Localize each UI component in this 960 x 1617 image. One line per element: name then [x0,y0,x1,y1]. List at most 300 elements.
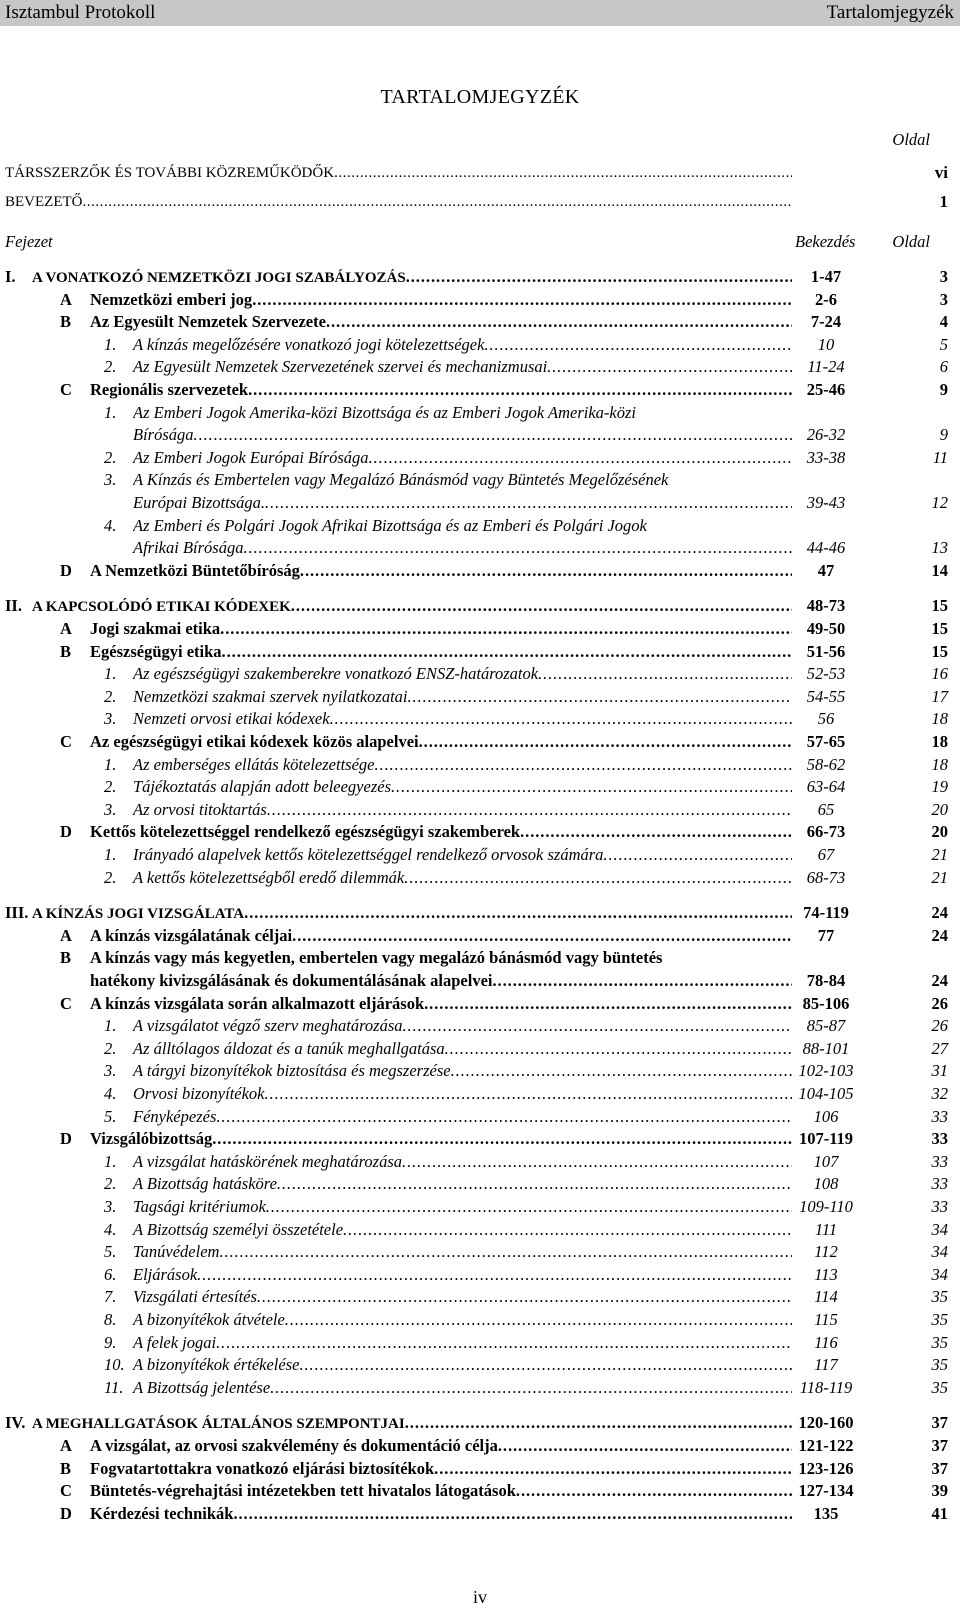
front-matter-item [5,165,792,182]
toc-entry-label: A bizonyítékok átvétele [133,1310,285,1329]
toc-entry-paragraphs: 63-64 [806,777,846,797]
toc-entry-number: 1. [104,1151,117,1171]
leader-dots [267,800,792,820]
toc-entry-label-row [133,516,792,536]
toc-entry-label-row [133,470,792,490]
leader-dots [516,1481,792,1501]
toc-entry-paragraphs: 104-105 [798,1084,854,1103]
toc-entry-label-row [133,800,792,820]
toc-entry-label: Büntetés-végrehajtási intézetekben tett hivatalos látogatások [90,1481,516,1501]
leader-dots [343,1220,792,1240]
leader-dots [493,971,793,991]
toc-entry-page: 37 [931,1413,948,1433]
leader-dots [547,357,792,377]
toc-entry-number: A [60,619,72,638]
toc-entry-label-row [133,709,792,729]
leader-dots [233,1504,792,1524]
toc-entry-label-row [133,1107,792,1127]
leader-dots [498,1436,792,1456]
toc-entry-label-row [133,538,792,558]
leader-dots [270,1378,792,1398]
toc-entry-number: 1. [104,664,117,684]
toc-entry-page: 24 [931,903,948,923]
leader-dots [285,1310,792,1330]
toc-entry-label: Irányadó alapelvek kettős kötelezettséggel rendelkező orvosok számára [133,845,604,864]
toc-entry-label: A kínzás vizsgálata során alkalmazott eljárások [90,993,425,1013]
toc-entry-number: 1. [104,754,117,774]
toc-entry-paragraphs: 51-56 [806,641,846,661]
leader-dots [197,1265,792,1285]
toc-entry-label-row [133,1333,792,1353]
toc-entry-label-row [90,1481,792,1501]
toc-entry-number: D [60,822,72,842]
toc-entry-page: 39 [931,1481,948,1501]
toc-entry-label-row [133,868,792,888]
toc-entry-label: Az Emberi Jogok Amerika-közi Bizottsága és az Emberi Jogok Amerika-közi [133,402,637,422]
leader-dots [434,1459,792,1479]
toc-entry-paragraphs: 127-134 [798,1481,854,1501]
toc-entry-page: 9 [939,380,948,399]
toc-entry-page: 15 [931,619,948,638]
toc-entry-page: 21 [931,845,948,864]
leader-dots [603,845,792,865]
toc-entry-number: D [60,1503,72,1523]
toc-entry-page: 15 [931,641,948,661]
toc-entry-paragraphs: 113 [814,1264,838,1284]
toc-entry-label-row [133,357,792,377]
toc-entry-paragraphs: 10 [817,334,835,354]
page-title: TARTALOMJEGYZÉK [380,86,580,108]
toc-entry-page: 17 [931,686,948,706]
toc-entry-number: 1. [104,845,117,864]
leader-dots [406,267,792,287]
toc-entry-number: 2. [104,1174,117,1194]
toc-entry-paragraphs: 112 [814,1242,838,1262]
toc-entry-label-row [90,1436,792,1456]
toc-entry-label-row [32,267,792,287]
toc-entry-page: 35 [931,1332,948,1352]
toc-entry-label: Kérdezési technikák [90,1503,234,1523]
toc-entry-paragraphs: 33-38 [806,447,846,467]
leader-dots [538,664,792,684]
toc-entry-page: 41 [931,1503,948,1523]
leader-dots [326,312,792,332]
leader-dots [520,822,792,842]
toc-entry-label-row [133,1287,792,1307]
toc-entry-paragraphs: 120-160 [798,1413,854,1433]
toc-entry-page: 35 [931,1287,948,1307]
toc-entry-page: 34 [931,1264,948,1284]
toc-entry-page: 33 [931,1129,948,1149]
toc-entry-label-continued: Európai Bizottsága. [133,493,266,512]
toc-entry-page: 33 [931,1174,948,1194]
toc-entry-number: B [60,312,72,332]
column-header-paragraph: Bekezdés [795,232,856,251]
toc-entry-label-row [90,642,792,662]
toc-entry-paragraphs: 2-6 [815,289,837,309]
leader-dots [212,1129,792,1149]
leader-dots [266,1197,792,1217]
toc-entry-label-row [133,664,792,684]
toc-entry-number: 11. [104,1377,124,1397]
toc-entry-page: 27 [931,1038,948,1058]
toc-entry-page: 21 [931,867,948,887]
toc-entry-number: III. [5,903,29,923]
toc-entry-label: A Nemzetközi Büntetőbíróság [90,560,300,580]
toc-entry-paragraphs: 77 [817,925,835,945]
leader-dots [216,1333,792,1353]
toc-entry-page: 19 [931,777,948,797]
toc-entry-page: 37 [931,1436,948,1455]
toc-entry-number: C [60,1481,72,1501]
leader-dots [299,1355,792,1375]
toc-entry-page: 35 [931,1355,948,1375]
toc-entry-page: 35 [931,1377,948,1397]
toc-entry-label-row [133,335,792,355]
toc-entry-label-row [90,290,792,310]
toc-entry-number: 5. [104,1242,117,1262]
toc-entry-number: 2. [104,867,117,887]
toc-entry-page: 20 [931,799,948,819]
toc-entry-number: 8. [104,1310,117,1329]
toc-entry-label: Tájékoztatás alapján adott beleegyezés [133,777,391,797]
toc-entry-label: Az Egyesült Nemzetek Szervezetének szervei és mechanizmusai [133,357,548,377]
toc-entry-page: 12 [931,493,948,512]
toc-entry-label-row [90,994,792,1014]
toc-entry-page: 4 [939,312,948,332]
front-matter-page: vi [934,163,948,182]
leader-dots [257,1287,792,1307]
toc-entry-label-row [32,903,792,923]
toc-entry-paragraphs: 123-126 [798,1458,854,1478]
toc-entry-paragraphs: 58-62 [806,754,846,774]
toc-entry-number: 3. [104,1061,117,1081]
toc-entry-paragraphs: 47 [817,560,835,580]
toc-entry-label: Egészségügyi etika [90,641,222,661]
toc-entry-paragraphs: 117 [814,1355,838,1375]
leader-dots [405,1413,792,1433]
leader-dots [82,194,792,211]
toc-entry-page: 15 [931,596,948,616]
toc-entry-page: 34 [931,1242,948,1262]
toc-entry-label-row [133,1152,792,1172]
leader-dots [334,165,792,182]
toc-entry-number: I. [5,267,16,286]
toc-entry-number: 5. [104,1106,117,1126]
toc-entry-label: Vizsgálati értesítés [133,1287,257,1307]
toc-entry-page: 33 [931,1197,948,1216]
toc-entry-label: A KAPCSOLÓDÓ ETIKAI KÓDEXEK [32,599,291,616]
toc-entry-label: A KÍNZÁS JOGI VIZSGÁLATA [32,906,245,923]
toc-entry-label: Tagsági kritériumok [133,1197,266,1216]
toc-entry-label-row [133,687,792,707]
leader-dots [403,1016,793,1036]
toc-entry-label: Kettős kötelezettséggel rendelkező egészségügyi szakemberek [90,822,521,842]
toc-entry-label: A MEGHALLGATÁSOK ÁLTALÁNOS SZEMPONTJAI [32,1416,405,1433]
toc-entry-label-row [133,448,792,468]
toc-entry-label: Az Egyesült Nemzetek Szervezete [90,312,326,332]
toc-entry-label: Jogi szakmai etika [90,619,221,638]
toc-entry-paragraphs: 26-32 [806,425,846,445]
toc-entry-label-continued: hatékony kivizsgálásának és dokumentálásának alapelvei [90,971,493,990]
toc-entry-paragraphs: 78-84 [806,971,846,990]
toc-entry-label-row [90,619,792,639]
toc-entry-paragraphs: 66-73 [806,822,846,842]
toc-entry-number: 3. [104,799,117,819]
leader-dots [292,926,792,946]
leader-dots [216,1107,792,1127]
toc-entry-paragraphs: 116 [814,1332,838,1352]
toc-entry-label-row [90,926,792,946]
leader-dots [419,732,792,752]
toc-entry-label-row [133,493,792,513]
toc-entry-number: 7. [104,1287,117,1307]
toc-entry-label: Az Emberi és Polgári Jogok Afrikai Bizottsága és az Emberi és Polgári Jogok [133,515,647,535]
toc-entry-page: 11 [932,447,948,467]
toc-entry-number: 4. [104,1084,117,1103]
toc-entry-number: B [60,1458,72,1478]
toc-entry-page: 20 [931,822,948,842]
leader-dots [374,755,792,775]
leader-dots [391,777,792,797]
toc-entry-page: 26 [931,1016,948,1036]
toc-entry-paragraphs: 39-43 [806,493,846,512]
toc-entry-label-row [133,1016,792,1036]
leader-dots [219,1242,792,1262]
toc-entry-label-row [32,596,792,616]
leader-dots [194,425,792,445]
toc-entry-label: A kettős kötelezettségből eredő dilemmák [133,867,405,887]
toc-entry-label-continued: Bírósága [133,425,194,445]
toc-entry-label-row [133,755,792,775]
toc-entry-paragraphs: 65 [817,799,835,819]
toc-entry-number: 1. [104,334,117,354]
toc-entry-number: A [60,925,72,945]
toc-entry-page: 13 [931,538,948,558]
leader-dots [248,380,792,400]
column-header-chapter: Fejezet [5,232,53,251]
toc-entry-label: A Bizottság jelentése [133,1377,271,1397]
toc-entry-number: 3. [104,470,117,490]
front-matter-item [5,194,792,211]
leader-dots [222,642,792,662]
toc-entry-number: B [60,641,72,661]
toc-entry-paragraphs: 68-73 [806,867,846,887]
toc-entry-paragraphs: 67 [817,845,835,864]
toc-entry-label: Az orvosi titoktartás [133,799,267,819]
front-matter-page: 1 [939,192,948,211]
toc-entry-number: A [60,289,72,309]
toc-entry-label: Az egészségügyi etikai kódexek közös alapelvei [90,732,419,751]
toc-entry-label-row [90,380,792,400]
toc-entry-label-row [90,1504,792,1524]
toc-entry-label-row [133,1084,792,1104]
toc-entry-number: C [60,380,72,399]
leader-dots [265,493,792,513]
toc-entry-page: 6 [939,357,948,377]
toc-entry-label: Nemzeti orvosi etikai kódexek [133,709,330,729]
toc-entry-label-row [90,971,792,991]
leader-dots [265,1084,792,1104]
toc-entry-page: 18 [931,732,948,751]
toc-entry-number: II. [5,596,22,616]
toc-entry-label: Fényképezés [133,1106,217,1126]
toc-entry-page: 3 [939,267,948,286]
toc-entry-label-row [133,1378,792,1398]
toc-entry-paragraphs: 107-119 [798,1129,854,1149]
toc-entry-label: A vizsgálat hatáskörének meghatározása [133,1151,403,1171]
leader-dots [424,994,792,1014]
toc-entry-paragraphs: 108 [813,1174,839,1194]
column-header-page: Oldal [892,232,930,251]
toc-entry-label: Vizsgálóbizottság [90,1129,213,1149]
toc-entry-label-row [133,1242,792,1262]
toc-entry-label: Regionális szervezetek [90,380,249,399]
leader-dots [330,709,792,729]
toc-entry-paragraphs: 1-47 [810,267,842,286]
toc-entry-paragraphs: 11-24 [807,357,845,377]
leader-dots [220,619,792,639]
toc-entry-label-row [133,1039,792,1059]
toc-entry-paragraphs: 88-101 [802,1038,850,1058]
toc-entry-label-row [32,1413,792,1433]
leader-dots [244,903,792,923]
toc-entry-paragraphs: 25-46 [806,380,846,399]
toc-entry-number: 2. [104,1038,117,1058]
toc-entry-page: 18 [931,709,948,729]
leader-dots [451,1061,792,1081]
toc-entry-label: A kínzás vizsgálatának céljai [90,925,293,945]
toc-entry-paragraphs: 114 [814,1287,838,1307]
leader-dots [369,448,792,468]
toc-entry-paragraphs: 44-46 [806,538,846,558]
toc-entry-label: Az álltólagos áldozat és a tanúk meghallgatása [133,1038,445,1058]
toc-entry-paragraphs: 109-110 [799,1197,853,1216]
toc-entry-label: Az emberséges ellátás kötelezettsége [133,754,375,774]
toc-entry-label: A kínzás vagy más kegyetlen, embertelen vagy megalázó bánásmód vagy büntetés [90,948,663,968]
toc-entry-number: D [60,1129,72,1149]
toc-entry-page: 5 [939,334,948,354]
front-matter-label: TÁRSSZERZŐK ÉS TOVÁBBI KÖZREMŰKÖDŐK [5,165,335,181]
toc-entry-label: Nemzetközi szakmai szervek nyilatkozatai [133,686,408,706]
page-number: iv [472,1587,487,1607]
toc-entry-number: D [60,560,72,580]
toc-entry-number: 2. [104,357,117,377]
leader-dots [484,335,792,355]
toc-entry-label-row [90,822,792,842]
toc-entry-paragraphs: 115 [814,1310,838,1329]
toc-entry-page: 37 [931,1458,948,1478]
toc-entry-label: Eljárások [133,1264,198,1284]
toc-entry-label-row [90,732,792,752]
toc-entry-label: A Bizottság személyi összetétele [133,1219,344,1239]
leader-dots [243,538,792,558]
header-section: Tartalomjegyzék [826,2,954,23]
toc-entry-label-row [133,1265,792,1285]
toc-entry-label-row [133,1174,792,1194]
toc-entry-label-row [133,1355,792,1375]
toc-entry-page: 9 [939,425,948,445]
toc-entry-label-row [133,777,792,797]
toc-entry-label-row [133,845,792,865]
toc-entry-number: C [60,732,72,751]
toc-entry-number: 9. [104,1332,117,1352]
toc-entry-label: Orvosi bizonyítékok [133,1084,265,1103]
toc-entry-label: A felek jogai [133,1332,217,1352]
toc-entry-paragraphs: 7-24 [810,312,842,332]
header-title: Isztambul Protokoll [5,2,156,23]
toc-entry-number: A [60,1436,72,1455]
toc-entry-paragraphs: 85-106 [802,993,850,1013]
toc-entry-paragraphs: 74-119 [803,903,849,923]
toc-entry-label-row [90,1129,792,1149]
toc-entry-page: 16 [931,664,948,684]
toc-entry-number: 2. [104,777,117,797]
toc-entry-label: Az Emberi Jogok Európai Bírósága [133,447,369,467]
toc-entry-page: 33 [931,1151,948,1171]
toc-entry-page: 24 [931,925,948,945]
toc-entry-label-row [133,1310,792,1330]
toc-entry-paragraphs: 54-55 [806,686,846,706]
oldal-header-top: Oldal [892,130,930,149]
toc-entry-number: 10. [104,1355,125,1375]
toc-entry-page: 32 [931,1084,948,1103]
toc-entry-label-row [90,561,792,581]
toc-entry-number: 1. [104,402,117,422]
leader-dots [277,1174,792,1194]
toc-entry-paragraphs: 118-119 [799,1377,853,1397]
toc-entry-label: A vizsgálatot végző szerv meghatározása [133,1016,403,1036]
toc-entry-label: A tárgyi bizonyítékok biztosítása és megszerzése [133,1061,451,1081]
toc-entry-number: 6. [104,1264,117,1284]
leader-dots [252,290,792,310]
toc-entry-paragraphs: 85-87 [806,1016,846,1036]
toc-entry-paragraphs: 57-65 [806,732,846,751]
toc-entry-label: A Bizottság hatásköre [133,1174,277,1194]
toc-entry-paragraphs: 102-103 [798,1061,854,1081]
toc-entry-number: B [60,948,72,968]
toc-entry-label: Tanúvédelem [133,1242,220,1262]
toc-entry-page: 31 [931,1061,948,1081]
toc-entry-paragraphs: 107 [813,1151,839,1171]
toc-entry-page: 34 [931,1219,948,1239]
toc-entry-number: 4. [104,515,117,535]
leader-dots [291,596,792,616]
toc-entry-page: 35 [931,1310,948,1329]
toc-entry-label-continued: Afrikai Bírósága [133,538,244,558]
toc-entry-paragraphs: 48-73 [806,596,846,616]
toc-entry-number: 1. [104,1016,117,1036]
toc-entry-paragraphs: 56 [817,709,835,729]
leader-dots [402,1152,792,1172]
toc-entry-paragraphs: 111 [814,1219,838,1239]
toc-entry-label-row [133,425,792,445]
toc-entry-number: 2. [104,447,117,467]
toc-entry-label: A bizonyítékok értékelése [133,1355,300,1375]
toc-entry-number: 4. [104,1219,117,1239]
toc-entry-label: A VONATKOZÓ NEMZETKÖZI JOGI SZABÁLYOZÁS [32,270,406,286]
toc-entry-label: A Kínzás és Embertelen vagy Megalázó Bánásmód vagy Büntetés Megelőzésének [133,470,669,490]
toc-entry-paragraphs: 121-122 [798,1436,854,1455]
toc-entry-label-row [90,948,792,968]
leader-dots [300,561,792,581]
toc-entry-label: Fogvatartottakra vonatkozó eljárási biztosítékok [90,1458,435,1478]
toc-entry-page: 18 [931,754,948,774]
toc-entry-label: Az egészségügyi szakemberekre vonatkozó ENSZ-határozatok [133,664,539,684]
toc-entry-label-row [90,312,792,332]
toc-entry-number: 2. [104,686,117,706]
toc-entry-paragraphs: 106 [813,1106,839,1126]
